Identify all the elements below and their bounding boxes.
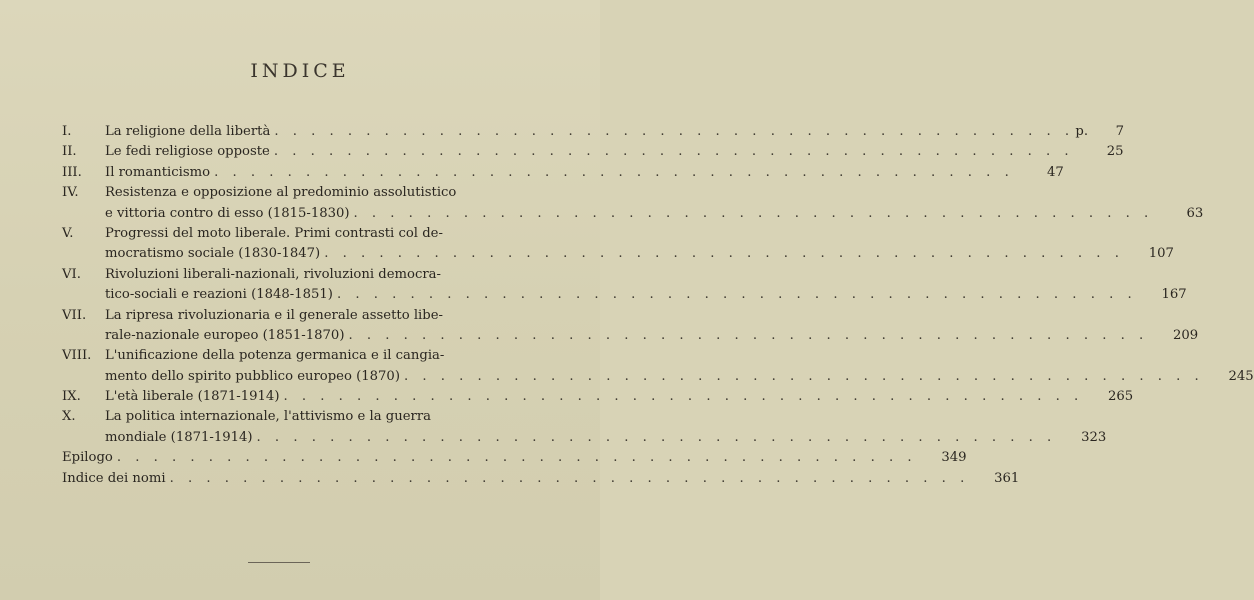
leader-dots: . . . . . . . . . . . . . . . . . . . . . . . . . . . . . . . . . . . . . . . . . . . .	[274, 124, 1075, 139]
chapter-title-block	[105, 387, 1133, 407]
page-number: 107	[1148, 246, 1174, 262]
chapter-title-text: La politica internazionale, l'attivismo e la guerra	[105, 409, 431, 425]
chapter-title-line	[105, 346, 1254, 366]
leader-dots: . . . . . . . . . . . . . . . . . . . . . . . . . . . . . . . . . . . . . . . . . . . .	[214, 164, 1014, 180]
toc-entry	[62, 306, 1199, 347]
chapter-number: IV.	[62, 185, 79, 201]
page-number: 349	[941, 450, 967, 466]
chapter-number: X.	[62, 409, 76, 425]
leader-dots: . . . . . . . . . . . . . . . . . . . . . . . . . . . . . . . . . . . . . . . . . . . .	[273, 144, 1074, 160]
chapter-title-line	[105, 367, 1254, 387]
leader-dots: . . . . . . . . . . . . . . . . . . . . . . . . . . . . . . . . . . . . . . . . . . . .	[403, 368, 1204, 384]
page-number: 245	[1228, 368, 1254, 384]
chapter-title-line	[105, 224, 1174, 244]
chapter-title-block	[62, 469, 1019, 489]
leader-dots: . . . . . . . . . . . . . . . . . . . . . . . . . . . . . . . . . . . . . . . . . . . .	[283, 389, 1084, 405]
chapter-title-line	[105, 387, 1133, 407]
chapter-number: I.	[62, 124, 72, 139]
chapter-title-text: L'età liberale (1871-1914)	[105, 389, 280, 405]
page-number: 265	[1108, 389, 1134, 405]
page-number: 361	[994, 470, 1020, 486]
page-title: INDICE	[250, 60, 350, 82]
chapter-title-text: Indice dei nomi	[62, 470, 166, 486]
chapter-number: VII.	[62, 307, 87, 323]
page-prefix	[1204, 367, 1218, 387]
page-number: 7	[1115, 124, 1125, 139]
chapter-title-text: rale-nazionale europeo (1851-1870)	[105, 327, 345, 343]
chapter-title-text: L'unificazione della potenza germanica e il cangia-	[105, 348, 445, 364]
table-of-contents	[62, 122, 1254, 489]
leader-dots: . . . . . . . . . . . . . . . . . . . . . . . . . . . . . . . . . . . . . . . . . . . .	[169, 470, 970, 486]
chapter-title-text: Le fedi religiose opposte	[105, 144, 270, 160]
chapter-title-block	[105, 306, 1198, 347]
toc-entry	[62, 122, 1125, 142]
chapter-title-line	[105, 163, 1064, 183]
chapter-number: II.	[62, 144, 77, 160]
chapter-title-text: Rivoluzioni liberali-nazionali, rivoluzioni democra-	[105, 266, 441, 282]
chapter-title-line	[105, 407, 1106, 427]
toc-entry	[62, 407, 1107, 448]
toc-entry	[62, 387, 1134, 407]
leader-dots: . . . . . . . . . . . . . . . . . . . . . . . . . . . . . . . . . . . . . . . . . . . .	[353, 205, 1154, 221]
toc-entry	[62, 163, 1064, 183]
page-number: 323	[1081, 429, 1107, 445]
chapter-title-line	[105, 306, 1198, 326]
toc-entry	[62, 265, 1187, 306]
page-number: 47	[1046, 164, 1064, 180]
toc-entry	[62, 183, 1204, 224]
chapter-number: VI.	[62, 266, 81, 282]
chapter-title-line	[105, 204, 1203, 224]
chapter-title-text: Epilogo	[62, 450, 113, 466]
divider-rule	[248, 562, 310, 563]
chapter-title-text: Progressi del moto liberale. Primi contrasti col de-	[105, 225, 443, 241]
chapter-title-line	[105, 428, 1106, 448]
chapter-number: V.	[62, 225, 74, 241]
chapter-title-line	[105, 265, 1187, 285]
chapter-title-text: La ripresa rivoluzionaria e il generale assetto libe-	[105, 307, 443, 323]
page-prefix	[1137, 285, 1151, 305]
leader-dots: . . . . . . . . . . . . . . . . . . . . . . . . . . . . . . . . . . . . . . . . . . . .	[348, 327, 1149, 343]
chapter-title-text: Resistenza e opposizione al predominio assolutistico	[105, 185, 457, 201]
page-number: 25	[1106, 144, 1124, 160]
chapter-title-block	[105, 346, 1254, 387]
leader-dots: . . . . . . . . . . . . . . . . . . . . . . . . . . . . . . . . . . . . . . . . . . . .	[336, 287, 1137, 303]
chapter-title-block	[105, 224, 1174, 265]
chapter-title-block	[62, 448, 967, 468]
chapter-title-line	[105, 142, 1124, 162]
page-prefix	[1153, 204, 1167, 224]
chapter-title-line	[62, 448, 967, 468]
page-number: 63	[1186, 205, 1204, 221]
page-prefix	[1056, 428, 1070, 448]
chapter-number: IX.	[62, 389, 81, 405]
page-number: 167	[1161, 287, 1187, 303]
chapter-number: VIII.	[62, 348, 92, 364]
toc-entry	[62, 448, 967, 468]
toc-entry	[62, 224, 1174, 265]
chapter-title-block	[105, 265, 1187, 306]
page-prefix	[1124, 244, 1138, 264]
page-prefix	[969, 469, 983, 489]
page-prefix	[1074, 142, 1088, 162]
chapter-title-text: mento dello spirito pubblico europeo (1870)	[105, 368, 400, 384]
chapter-title-text: tico-sociali e reazioni (1848-1851)	[105, 287, 333, 303]
toc-entry	[62, 469, 1020, 489]
page-prefix	[1014, 163, 1028, 183]
toc-entry	[62, 346, 1254, 387]
chapter-title-block	[105, 142, 1124, 162]
chapter-title-line	[62, 469, 1019, 489]
chapter-title-block	[105, 163, 1064, 183]
chapter-title-block	[105, 122, 1124, 142]
leader-dots: . . . . . . . . . . . . . . . . . . . . . . . . . . . . . . . . . . . . . . . . . . . .	[324, 246, 1124, 262]
leader-dots: . . . . . . . . . . . . . . . . . . . . . . . . . . . . . . . . . . . . . . . . . . . .	[116, 450, 917, 466]
page-prefix	[1083, 387, 1097, 407]
toc-entry	[62, 142, 1124, 162]
chapter-title-text: mondiale (1871-1914)	[105, 429, 253, 445]
page-prefix	[1148, 326, 1162, 346]
chapter-title-block	[105, 183, 1203, 224]
page-prefix	[917, 448, 931, 468]
chapter-title-line	[105, 183, 1203, 203]
page-prefix: p.	[1075, 124, 1089, 139]
chapter-title-line	[105, 326, 1198, 346]
chapter-title-line	[105, 122, 1124, 142]
page-number: 209	[1173, 327, 1199, 343]
chapter-title-line	[105, 285, 1187, 305]
leader-dots: . . . . . . . . . . . . . . . . . . . . . . . . . . . . . . . . . . . . . . . . . . . .	[256, 429, 1057, 445]
chapter-number: III.	[62, 164, 82, 180]
chapter-title-text: Il romanticismo	[105, 164, 211, 180]
chapter-title-line	[105, 244, 1174, 264]
chapter-title-block	[105, 407, 1106, 448]
chapter-title-text: e vittoria contro di esso (1815-1830)	[105, 205, 350, 221]
chapter-title-text: La religione della libertà	[105, 124, 271, 139]
chapter-title-text: mocratismo sociale (1830-1847)	[105, 246, 321, 262]
